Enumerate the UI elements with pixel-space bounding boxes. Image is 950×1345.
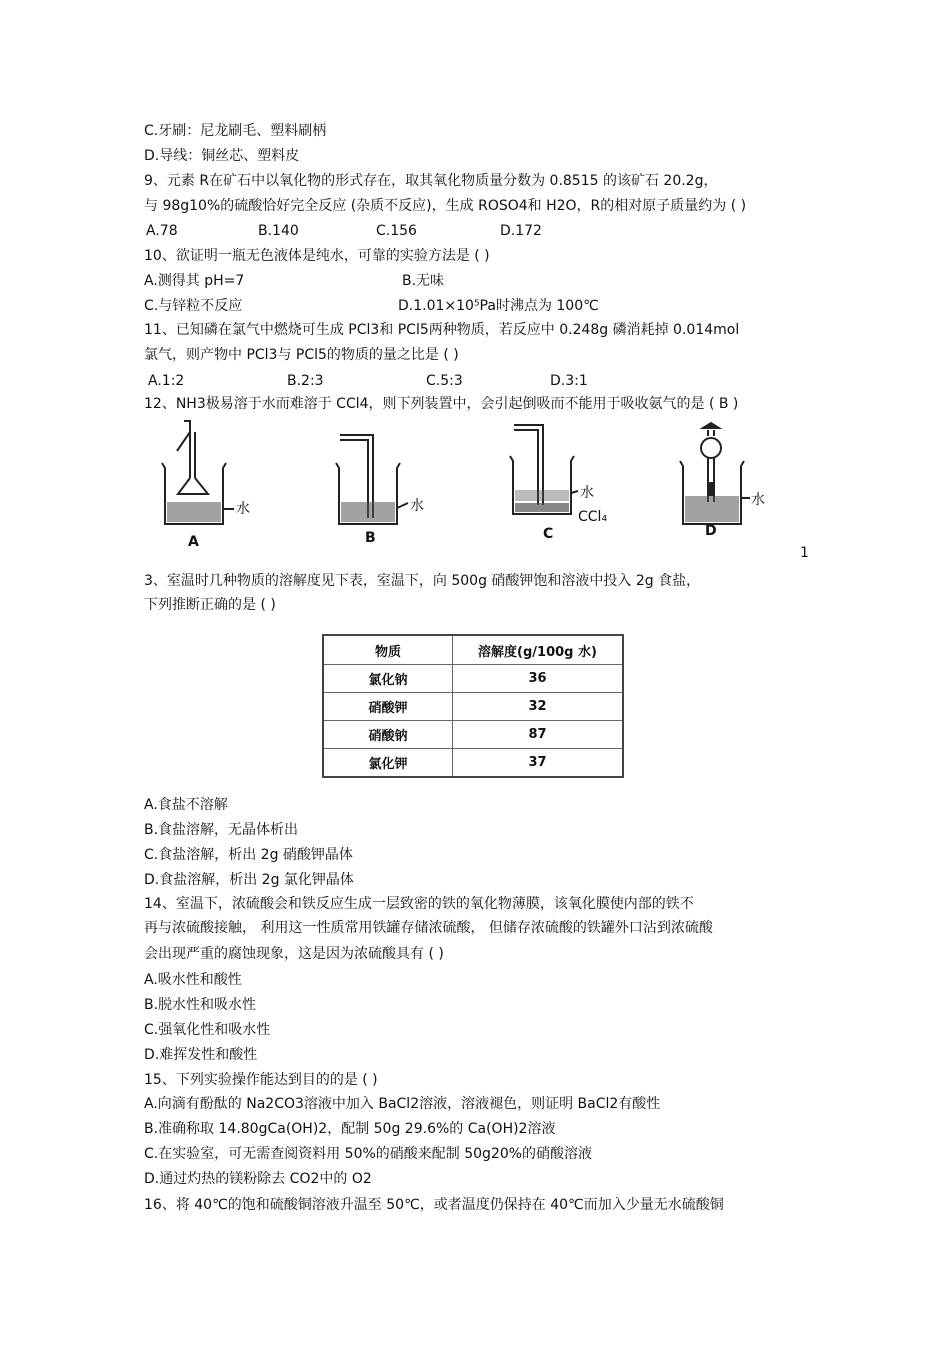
- option-d: D.1.01×10⁵Pa时沸点为 100℃: [398, 298, 599, 314]
- question-11-line-1: 11、已知磷在氯气中燃烧可生成 PCl3和 PCl5两种物质，若反应中 0.248g 磷消耗掉 0.014mol: [144, 322, 740, 338]
- question-11-line-2: 氯气，则产物中 PCl3与 PCl5的物质的量之比是 ( ): [144, 347, 459, 363]
- question-13-option-b: B.食盐溶解，无晶体析出: [144, 822, 299, 838]
- table-cell: 硝酸钾: [323, 693, 453, 721]
- solubility-table: [322, 634, 624, 778]
- table-header: 溶解度(g/100g 水): [453, 635, 624, 665]
- question-14-line-1: 14、室温下，浓硫酸会和铁反应生成一层致密的铁的氧化物薄膜，该氧化膜使内部的铁不: [144, 896, 694, 912]
- question-14-option-d: D.难挥发性和酸性: [144, 1047, 258, 1063]
- table-cell: 37: [453, 749, 624, 778]
- question-13-option-d: D.食盐溶解，析出 2g 氯化钾晶体: [144, 872, 354, 888]
- question-12: 12、NH3极易溶于水而难溶于 CCl4，则下列装置中，会引起倒吸而不能用于吸收氨气的是 ( B ): [144, 396, 739, 412]
- question-14-option-c: C.强氧化性和吸水性: [144, 1022, 271, 1038]
- question-10: 10、欲证明一瓶无色液体是纯水，可靠的实验方法是 ( ): [144, 248, 490, 264]
- table-header: 物质: [323, 635, 453, 665]
- table-row: [323, 665, 623, 693]
- question-16: 16、将 40℃的饱和硫酸铜溶液升温至 50℃，或者温度仍保持在 40℃而加入少量无水硫酸铜: [144, 1197, 724, 1213]
- label-water-c: 水: [580, 485, 594, 501]
- option-d: D.172: [500, 223, 542, 239]
- table-row: [323, 721, 623, 749]
- question-14-option-a: A.吸水性和酸性: [144, 972, 242, 988]
- option-a: A.1:2: [148, 373, 185, 389]
- table-cell: 氯化钠: [323, 665, 453, 693]
- option-b: B.140: [258, 223, 299, 239]
- page-number: 1: [800, 545, 809, 561]
- question-9-line-2: 与 98g10%的硫酸恰好完全反应 (杂质不反应)，生成 ROSO4和 H2O，R的相对原子质量约为 ( ): [144, 198, 747, 214]
- label-water-d: 水: [751, 492, 765, 508]
- option-line: C.牙刷：尼龙刷毛、塑料刷柄: [144, 123, 327, 139]
- table-header-row: [323, 635, 623, 665]
- question-14-line-3: 会出现严重的腐蚀现象，这是因为浓硫酸具有 ( ): [144, 946, 444, 962]
- question-9-line-1: 9、元素 R在矿石中以氧化物的形式存在，取其氧化物质量分数为 0.8515 的该矿石 20.2g，: [144, 173, 718, 189]
- table-cell: 36: [453, 665, 624, 693]
- label-a: A: [188, 534, 199, 548]
- option-d: D.3:1: [550, 373, 588, 389]
- option-c: C.5:3: [426, 373, 463, 389]
- option-c: C.与锌粒不反应: [144, 298, 243, 314]
- label-b: B: [365, 530, 376, 546]
- table-row: [323, 749, 623, 778]
- table-cell: 32: [453, 693, 624, 721]
- table-cell: 氯化钾: [323, 749, 453, 778]
- apparatus-figure: [150, 418, 770, 548]
- table-cell: 87: [453, 721, 624, 749]
- question-15: 15、下列实验操作能达到目的的是 ( ): [144, 1072, 378, 1088]
- question-13-line-2: 下列推断正确的是 ( ): [144, 597, 276, 613]
- question-15-option-a: A.向滴有酚酞的 Na2CO3溶液中加入 BaCl2溶液，溶液褪色，则证明 BaCl2有酸性: [144, 1096, 661, 1112]
- option-b: B.无味: [402, 273, 445, 289]
- option-c: C.156: [376, 223, 417, 239]
- question-14-option-b: B.脱水性和吸水性: [144, 997, 257, 1013]
- label-water-a: 水: [236, 501, 250, 517]
- label-d: D: [705, 523, 717, 539]
- option-line: D.导线：铜丝芯、塑料皮: [144, 148, 300, 164]
- table-row: [323, 693, 623, 721]
- option-b: B.2:3: [287, 373, 324, 389]
- label-water-b: 水: [410, 498, 424, 514]
- option-a: A.78: [146, 223, 178, 239]
- option-a: A.测得其 pH=7: [144, 273, 245, 289]
- question-14-line-2: 再与浓硫酸接触， 利用这一性质常用铁罐存储浓硫酸， 但储存浓硫酸的铁罐外口沾到浓硫酸: [144, 920, 713, 936]
- question-15-option-d: D.通过灼热的镁粉除去 CO2中的 O2: [144, 1171, 372, 1187]
- label-c: C: [543, 526, 554, 542]
- question-13-line-1: 3、室温时几种物质的溶解度见下表，室温下，向 500g 硝酸钾饱和溶液中投入 2g 食盐，: [144, 573, 701, 589]
- table-cell: 硝酸钠: [323, 721, 453, 749]
- question-13-option-a: A.食盐不溶解: [144, 797, 228, 813]
- label-ccl4: CCl₄: [578, 509, 608, 525]
- question-13-option-c: C.食盐溶解，析出 2g 硝酸钾晶体: [144, 847, 353, 863]
- question-15-option-b: B.准确称取 14.80gCa(OH)2，配制 50g 29.6%的 Ca(OH)2溶液: [144, 1121, 556, 1137]
- question-15-option-c: C.在实验室，可无需查阅资料用 50%的硝酸来配制 50g20%的硝酸溶液: [144, 1146, 593, 1162]
